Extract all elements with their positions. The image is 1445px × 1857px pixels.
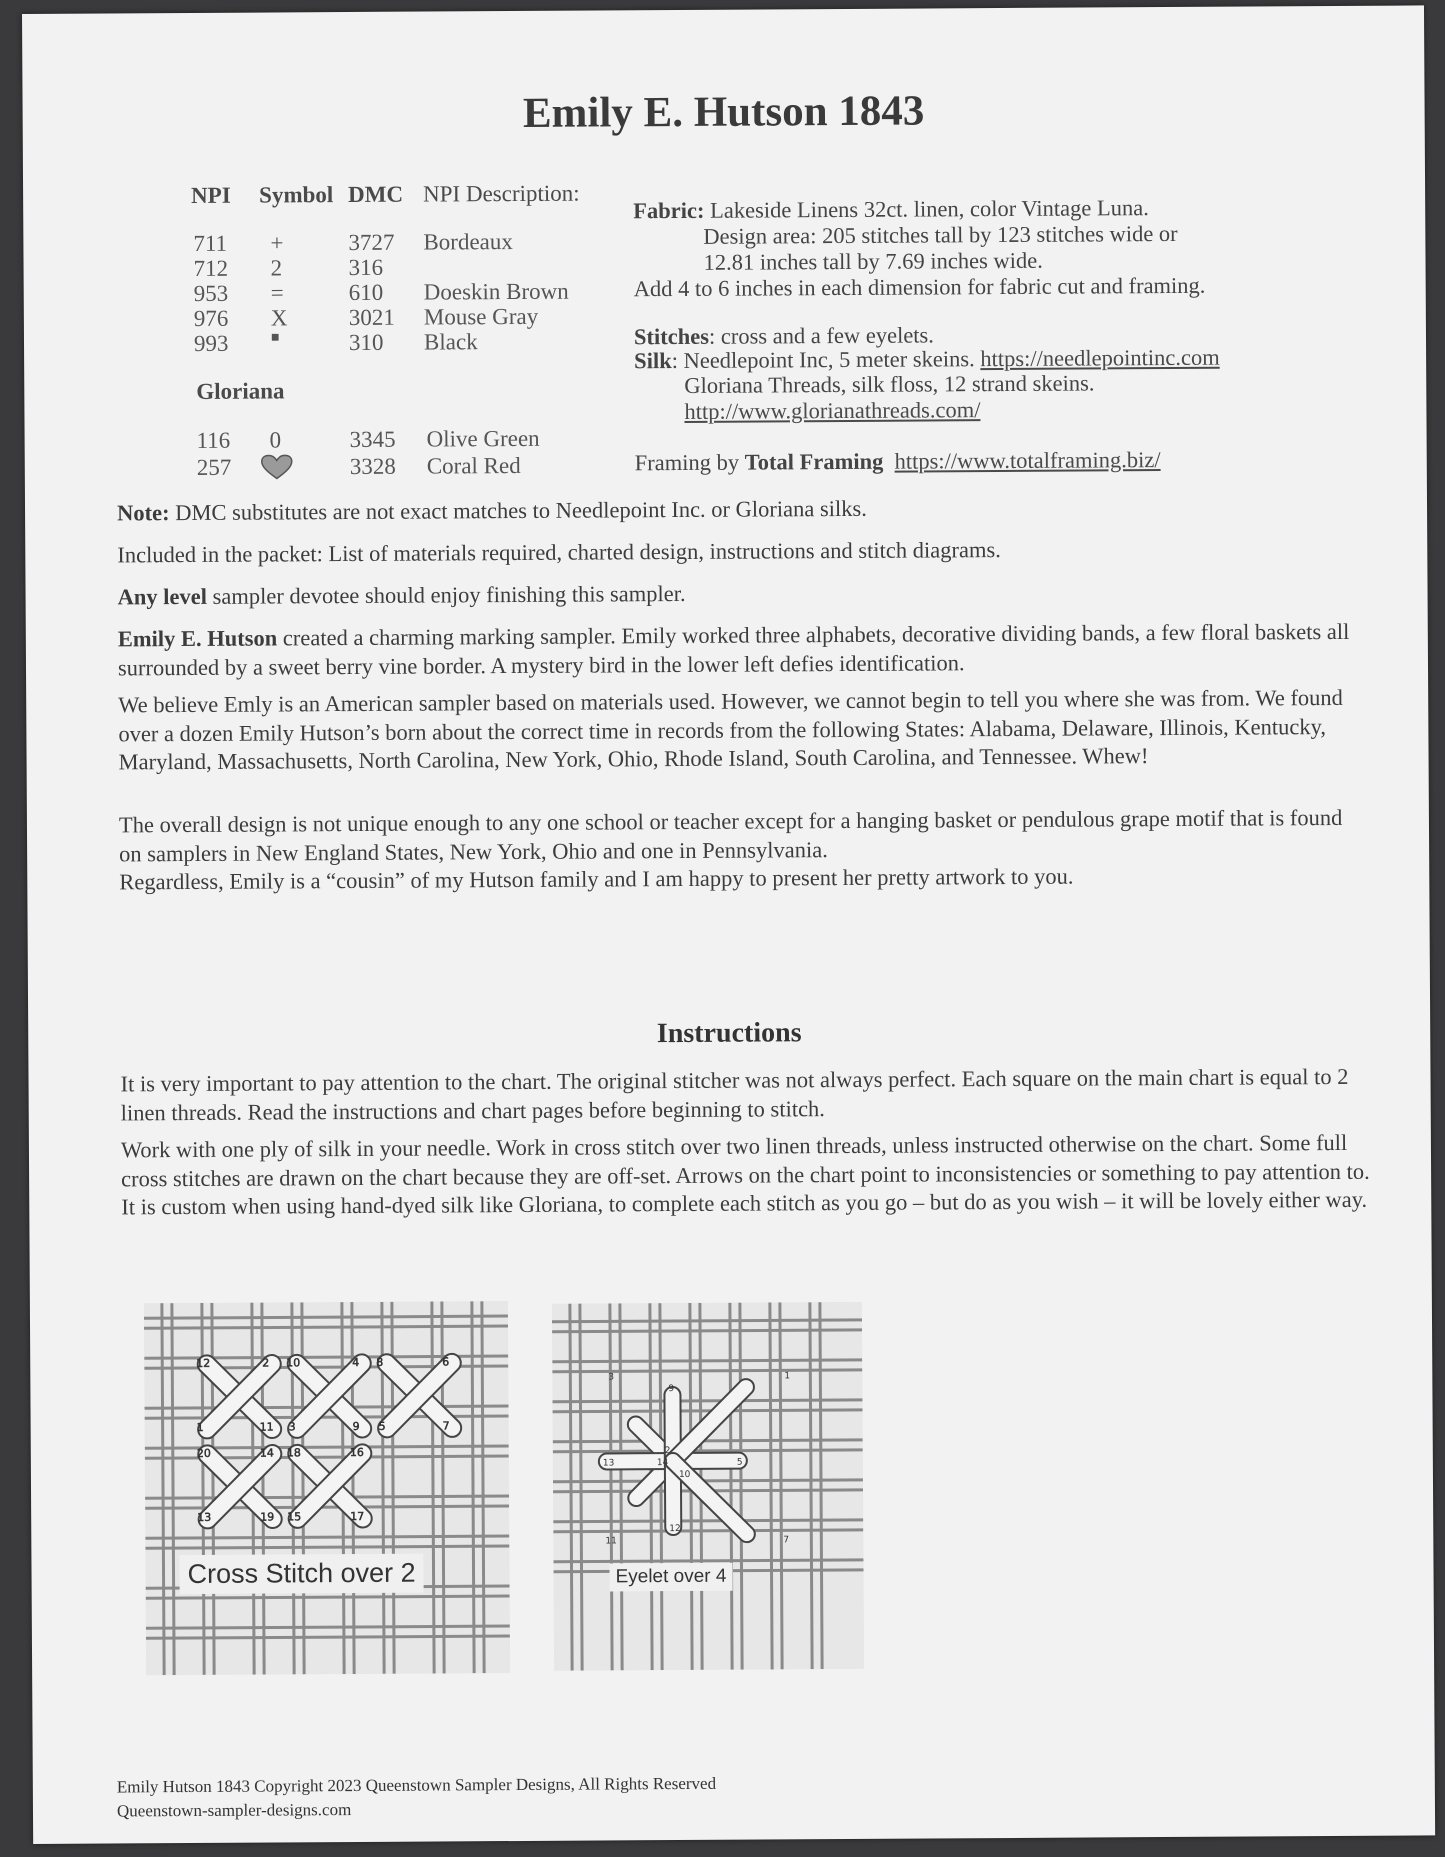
fabric-design-area: Design area: 205 stitches tall by 123 stitches wide or — [703, 220, 1178, 249]
framing-link[interactable]: https://www.totalframing.biz/ — [894, 447, 1161, 474]
npi-cell: 257 — [196, 454, 232, 480]
believe-paragraph: We believe Emly is an American sampler based on materials used. However, we cannot begin to tell you where she was from. We found over a dozen Emily Hutson’s born about the correct time in records from the following States: Alabama, Delaware, Illinois, Kentucky, Maryland, Massachusetts, North Carolina, New York, Ohio, Rhode Island, South Carolina, and Tennessee. Whew! — [118, 684, 1343, 775]
dmc-cell: 3727 — [348, 229, 395, 256]
note-text: DMC substitutes are not exact matches to Needlepoint Inc. or Gloriana silks. — [169, 495, 867, 526]
stitch-number: 15 — [287, 1510, 302, 1524]
cross-stitch-graphic — [144, 1301, 510, 1675]
stitch-number: 14 — [656, 1458, 669, 1469]
fabric-cut-note: Add 4 to 6 inches in each dimension for fabric cut and framing. — [633, 272, 1206, 302]
desc-cell: Mouse Gray — [423, 303, 539, 330]
stitch-number: 11 — [605, 1536, 617, 1547]
needlepoint-link[interactable]: https://needlepointinc.com — [980, 344, 1220, 372]
stitch-number: 6 — [442, 1355, 450, 1369]
stitch-number: 5 — [736, 1457, 743, 1468]
description-header: NPI Description: — [423, 180, 580, 207]
included-paragraph: Included in the packet: List of materials required, charted design, instructions and stitch diagrams. — [117, 537, 1001, 568]
instructions-paragraph-2: Work with one ply of silk in your needle. Work in cross stitch over two linen threads, unless instructed otherwise on the chart. Some full cross stitches are drawn on the chart because they are off-set. Arrows on the chart point to inconsistencies or something to pay attention to. It is custom when using hand-dyed silk like Gloriana, to complete each stitch as you go – but do as you wish – it will be lovely either way. — [120, 1129, 1370, 1220]
overall-text: The overall design is not unique enough to any one school or teacher except for a hanging basket or pendulous grape motif that is found on samplers in New England States, New York, Ohio and one in Pennsylvania. — [118, 804, 1343, 866]
dmc-cell: 610 — [348, 279, 384, 306]
framing-line — [635, 447, 1161, 476]
npi-header: NPI — [191, 182, 231, 208]
document-page — [22, 5, 1435, 1844]
note-label: Note: — [116, 500, 170, 526]
stitch-number: 11 — [259, 1420, 274, 1434]
stitches-text: : cross and a few eyelets. — [708, 322, 934, 349]
stitch-number: 9 — [352, 1419, 360, 1434]
fabric-dimensions: 12.81 inches tall by 7.69 inches wide. — [703, 247, 1043, 275]
desc-cell: Black — [423, 329, 478, 355]
dmc-cell: 3345 — [349, 426, 396, 453]
eyelet-graphic — [552, 1302, 864, 1671]
npi-cell: 976 — [193, 305, 229, 331]
page-title: Emily E. Hutson 1843 — [522, 87, 925, 137]
fabric-text: Lakeside Linens 32ct. linen, color Vintage Luna. — [709, 195, 1149, 223]
stitch-number: 7 — [783, 1535, 790, 1546]
stitch-number: 1 — [784, 1371, 791, 1382]
fabric-line — [633, 195, 1149, 224]
footer-website: Queenstown-sampler-designs.com — [116, 1800, 352, 1821]
npi-cell: 993 — [193, 330, 229, 356]
dmc-cell: 3021 — [348, 304, 395, 331]
stitch-number: 12 — [669, 1524, 681, 1535]
desc-cell: Coral Red — [426, 452, 521, 479]
heart-icon — [261, 454, 293, 480]
silk-text: : Needlepoint Inc, 5 meter skeins. — [671, 346, 975, 374]
symbol-cell: ■ — [270, 330, 280, 346]
eyelet-diagram — [552, 1302, 864, 1671]
instructions-paragraph-1: It is very important to pay attention to the chart. The original stitcher was not always perfect. Each square on the main chart is equal to 2 linen threads. Read the instructions and chart pages before beginning to stitch. — [120, 1063, 1349, 1125]
stitch-number: 20 — [196, 1446, 211, 1460]
npi-cell: 116 — [196, 427, 231, 453]
npi-cell: 712 — [193, 255, 229, 281]
symbol-cell: = — [270, 280, 284, 306]
level-text: sampler devotee should enjoy finishing this sampler. — [206, 580, 686, 609]
symbol-cell: 0 — [269, 427, 282, 453]
npi-cell: 711 — [193, 230, 228, 256]
stitch-number: 19 — [260, 1510, 275, 1524]
stitch-number: 16 — [349, 1445, 364, 1460]
regardless-text: Regardless, Emily is a “cousin” of my Hutson family and I am happy to present her pretty artwork to you. — [119, 863, 1074, 895]
gloriana-link[interactable]: http://www.glorianathreads.com/ — [684, 397, 981, 424]
symbol-cell: X — [270, 305, 288, 331]
instructions-title: Instructions — [656, 1017, 802, 1050]
stitch-number: 13 — [197, 1510, 212, 1524]
overall-paragraph — [119, 804, 1369, 897]
stitch-number: 10 — [678, 1469, 691, 1481]
symbol-header: Symbol — [259, 182, 334, 208]
stitch-number: 7 — [442, 1419, 450, 1433]
emily-text: created a charming marking sampler. Emily worked three alphabets, decorative dividing bands, a few floral baskets all surrounded by a sweet berry vine border. A mystery bird in the lower left defies identification. — [117, 618, 1350, 680]
gloriana-threads-line: Gloriana Threads, silk floss, 12 strand skeins. — [684, 370, 1095, 398]
stitch-number: 17 — [350, 1509, 365, 1524]
emily-paragraph — [118, 618, 1368, 683]
desc-cell: Olive Green — [426, 425, 540, 452]
stitch-number: 18 — [286, 1446, 301, 1460]
dmc-header: DMC — [348, 181, 404, 208]
stitch-number: 9 — [668, 1384, 675, 1395]
stitch-number: 2 — [262, 1356, 270, 1370]
cross-stitch-caption: Cross Stitch over 2 — [179, 1554, 423, 1594]
eyelet-caption: Eyelet over 4 — [609, 1563, 732, 1592]
symbol-cell: 2 — [270, 255, 283, 281]
stitch-number: 3 — [608, 1372, 615, 1383]
fabric-label: Fabric: — [633, 197, 705, 224]
framing-name: Total Framing — [744, 448, 884, 475]
stitch-number: 10 — [286, 1356, 301, 1370]
stitch-number: 4 — [352, 1355, 360, 1370]
stitches-label: Stitches — [633, 323, 710, 350]
silk-line — [634, 345, 1220, 375]
dmc-cell: 316 — [348, 254, 384, 281]
stitch-number: 13 — [602, 1458, 615, 1469]
footer-copyright: Emily Hutson 1843 Copyright 2023 Queenstown Sampler Designs, All Rights Reserved — [116, 1773, 717, 1797]
stitch-number: 3 — [288, 1420, 296, 1434]
stitch-number: 2 — [664, 1446, 671, 1457]
emily-bold: Emily E. Hutson — [117, 625, 278, 652]
dmc-cell: 310 — [348, 329, 384, 356]
stitch-number: 1 — [196, 1420, 204, 1434]
desc-cell: Bordeaux — [423, 229, 513, 255]
level-paragraph — [117, 576, 1367, 612]
level-bold: Any level — [117, 583, 208, 610]
note-paragraph — [117, 492, 1367, 528]
stitch-number: 12 — [196, 1356, 211, 1370]
dmc-cell: 3328 — [349, 453, 396, 480]
desc-cell: Doeskin Brown — [423, 278, 569, 305]
stitch-number: 14 — [259, 1446, 274, 1460]
silk-label: Silk — [634, 348, 672, 374]
framing-prefix: Framing by — [634, 449, 745, 476]
stitch-number: 8 — [376, 1355, 384, 1369]
gloriana-heading: Gloriana — [196, 378, 285, 404]
cross-stitch-diagram — [144, 1301, 510, 1675]
stitch-number: 5 — [378, 1419, 386, 1433]
symbol-cell: + — [270, 230, 284, 256]
npi-cell: 953 — [193, 280, 229, 306]
